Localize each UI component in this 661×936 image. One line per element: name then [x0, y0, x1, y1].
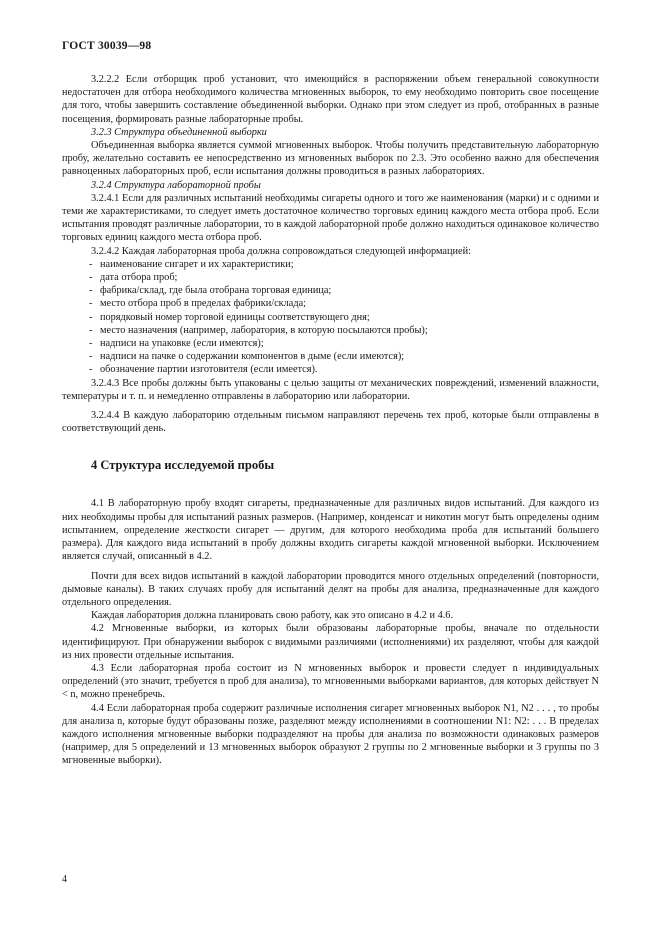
- document-header: ГОСТ 30039—98: [62, 40, 152, 52]
- section-heading-4: 4 Структура исследуемой пробы: [91, 458, 275, 473]
- paragraph-3-2-4-3: 3.2.4.3 Все пробы должны быть упакованы с целью защиты от механических повреждений, изменений влажности, температуры и т. п. и немедленно отправлены в лабораторию или лаборатории.: [62, 377, 599, 402]
- paragraph-4-1-cont: Почти для всех видов испытаний в каждой лаборатории проводится много отдельных определений (повторности, дымовые каналы). В таких случаях пробу для испытаний делят на пробы для анализа, предназначенные для каждого отдельного определения.: [62, 570, 599, 608]
- list-item: - дата отбора проб;: [62, 271, 599, 284]
- list-item: - обозначение партии изготовителя (если имеется).: [62, 363, 599, 376]
- page-number: 4: [62, 874, 67, 885]
- list-item: - фабрика/склад, где была отобрана торговая единица;: [62, 284, 599, 297]
- heading-3-2-4: 3.2.4 Структура лабораторной пробы: [91, 179, 261, 191]
- paragraph-4-3: 4.3 Если лабораторная проба состоит из N мгновенных выборок и провести следует n индивидуальных определений (это значит, требуется n проб для анализа), то мгновенными выборками вариантов, для которых действует N < n, можно пренебречь.: [62, 662, 599, 701]
- paragraph-4-1: 4.1 В лабораторную пробу входят сигареты, предназначенные для различных видов испытаний. Для каждого из них необходимы пробы для испытаний разных размеров. (Например, конденсат и никотин могут быть определены одним испытанием, определение жесткости сигарет — другим, для которого необходима проба для испытаний большего размера). Для каждого вида испытаний в пробу должны входить сигареты каждой мгновенной выборки. Исключением является случай, описанный в 4.2.: [62, 498, 599, 563]
- paragraph-3-2-4-4: 3.2.4.4 В каждую лабораторию отдельным письмом направляют перечень тех проб, которые были отправлены в соответствующий день.: [62, 410, 599, 435]
- list-item: - надписи на пачке о содержании компонентов в дыме (если имеются);: [62, 350, 599, 363]
- paragraph-4-4: 4.4 Если лабораторная проба содержит различные исполнения сигарет мгновенных выборок N1, N2 . . . , то пробы для анализа n, которые будут образованы позже, разделяют между исполнениями в соотношении N1: N2: . . . В пределах каждого исполнения мгновенные выборки подразделяют на пробы для анализа по возможности одинаковых размеров (например, для 5 определений и 13 мгновенных выборок образуют 2 группы по 2 мгновенные выборки и 3 группы по 3 мгновенные выборки).: [62, 702, 599, 767]
- info-list: [62, 258, 599, 377]
- paragraph-3-2-3: Объединенная выборка является суммой мгновенных выборок. Чтобы получить представительную лабораторную пробу, желательно составить ее непосредственно из мгновенных выборок по 2.3. Это особенно важно для обеспечения равноценных лабораторных проб, если испытания должны проводиться в разных лабораториях.: [62, 140, 599, 178]
- heading-3-2-3: 3.2.3 Структура объединенной выборки: [91, 126, 267, 138]
- paragraph-4-2: 4.2 Мгновенные выборки, из которых были образованы лабораторные пробы, вначале по отдельности идентифицируют. При обнаружении выборок с видимыми различиями (исполнениями) их разделяют, чтобы для каждой из них провести отдельные испытания.: [62, 623, 599, 661]
- paragraph-3-2-4-1: 3.2.4.1 Если для различных испытаний необходимы сигареты одного и того же наименования (марки) и с одними и теми же характеристиками, то следует иметь достаточное количество торговых единиц каждого места отбора проб. Если испытания проводят различные лаборатории, то в каждой лабораторной пробе должно находиться одинаковое количество торговых единиц каждого места отбора проб.: [62, 192, 599, 244]
- list-item: - место отбора проб в пределах фабрики/склада;: [62, 297, 599, 310]
- list-item: - надписи на упаковке (если имеются);: [62, 337, 599, 350]
- paragraph-3-2-4-2: 3.2.4.2 Каждая лабораторная проба должна сопровождаться следующей информацией:: [91, 245, 471, 257]
- list-item: - место назначения (например, лаборатория, в которую посылаются пробы);: [62, 324, 599, 337]
- paragraph-4-1-plan: Каждая лаборатория должна планировать свою работу, как это описано в 4.2 и 4.6.: [91, 610, 454, 622]
- document-page: [62, 40, 599, 768]
- list-item: - наименование сигарет и их характеристики;: [62, 258, 599, 271]
- paragraph-3-2-2-2: 3.2.2.2 Если отборщик проб установит, что имеющийся в распоряжении объем генеральной совокупности недостаточен для отбора необходимого количества мгновенных выборок, то ему необходимо повторить свое посещение для того, чтобы завершить составление объединенной выборки. Однако при этом следует из проб, отобранных в разные посещения, формировать разные лабораторные пробы.: [62, 74, 599, 125]
- list-item: - порядковый номер торговой единицы соответствующего дня;: [62, 311, 599, 324]
